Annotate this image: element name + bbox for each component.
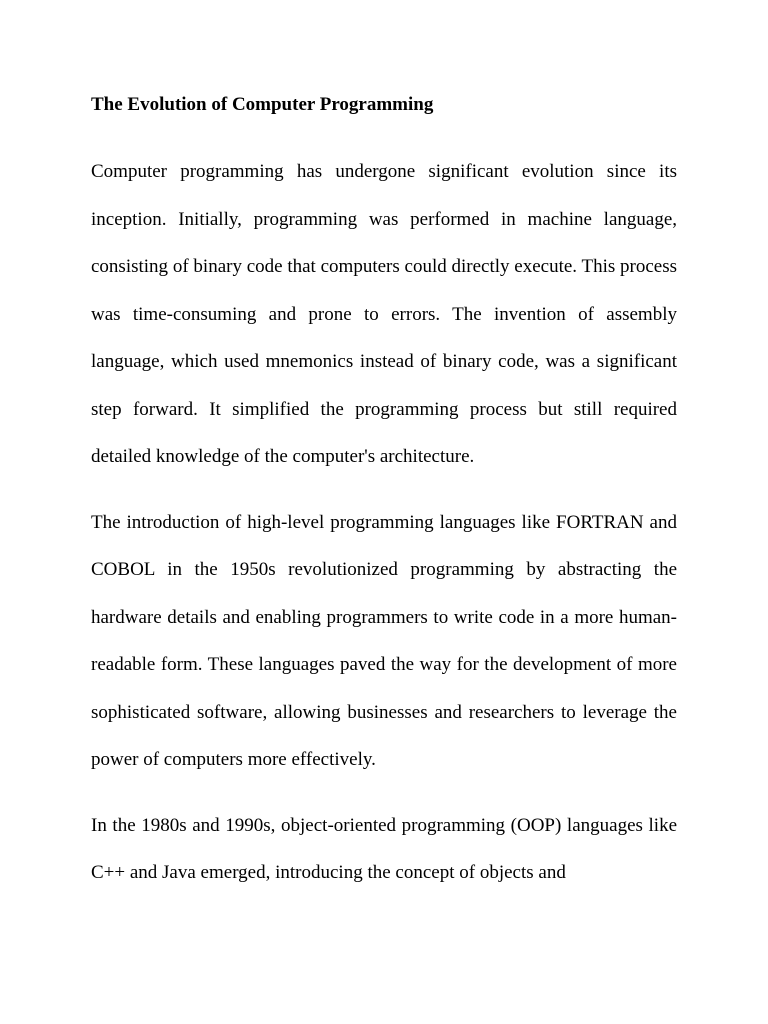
paragraph-2: The introduction of high-level programming languages like FORTRAN and COBOL in the 1950s revolutionized programming by abstracting the hardware details and enabling programmers to write code in a more human-readable form. These languages paved the way for the development of more sophisticated software, allowing businesses and researchers to leverage the power of computers more effectively.: [91, 511, 677, 770]
document-body: [91, 93, 677, 897]
paragraph-3: In the 1980s and 1990s, object-oriented programming (OOP) languages like C++ and Java emerged, introducing the concept of objects and: [91, 814, 677, 883]
document-title: The Evolution of Computer Programming: [91, 94, 434, 115]
paragraph-1: Computer programming has undergone significant evolution since its inception. Initially, programming was performed in machine language, consisting of binary code that computers could directly execute. This process was time-consuming and prone to errors. The invention of assembly language, which used mnemonics instead of binary code, was a significant step forward. It simplified the programming process but still required detailed knowledge of the computer's architecture.: [91, 161, 677, 467]
